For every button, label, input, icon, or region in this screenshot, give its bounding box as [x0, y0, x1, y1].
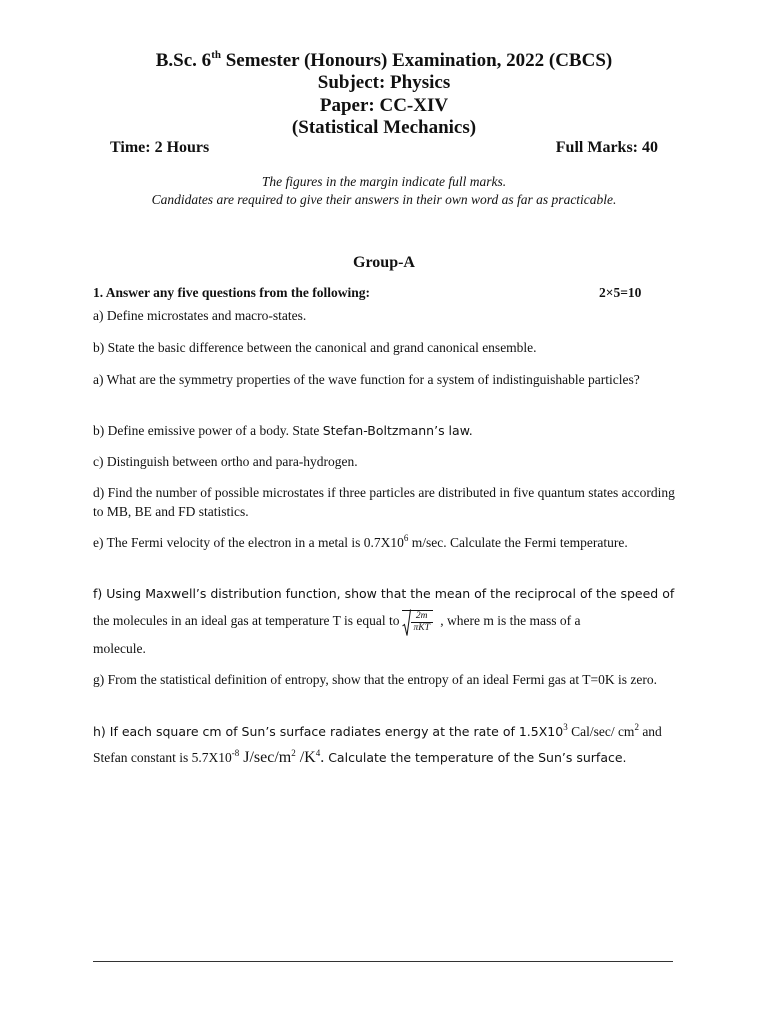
question-d: d) Find the number of possible microstates if three particles are distributed in five quantum states according to MB, BE and FD statistics. [93, 485, 675, 519]
question-f-text-1: f) Using Maxwell’s distribution function, show that the mean of the reciprocal of the speed of [93, 586, 675, 601]
question-f-line-2 [93, 610, 678, 634]
question-h-exp-1: 3 [563, 722, 568, 732]
time-label: Time: 2 Hours [110, 139, 210, 156]
question-b-emissive [93, 421, 678, 440]
question-b-law: Stefan-Boltzmann’s law. [322, 423, 473, 438]
fraction-denominator: πKT [413, 623, 430, 633]
question-e-exponent: 6 [403, 533, 409, 543]
question-f-line-1 [93, 584, 678, 603]
question-h-text-5: J/sec/m [239, 749, 292, 766]
full-marks-label: Full Marks: 40 [555, 139, 658, 156]
paper: Paper: CC-XIV [319, 95, 449, 116]
question-h-exp-4: 2 [291, 748, 296, 758]
question-h-text-7: . [320, 749, 325, 766]
question-e-text-1: e) The Fermi velocity of the electron in a metal is 0.7X10 [93, 535, 404, 550]
question-h-exp-3: -8 [231, 748, 240, 758]
exam-title [0, 50, 768, 72]
subject: Subject: Physics [317, 72, 451, 93]
bottom-divider [93, 961, 673, 962]
question-1a: a) Define microstates and macro-states. [93, 308, 307, 323]
question-h-text-2: Cal/sec/ cm [567, 724, 635, 739]
question-f-line-3: molecule. [93, 641, 146, 656]
question-h-line-1 [93, 722, 678, 741]
question-h-line-2 [93, 748, 678, 767]
question-h-exp-5: 4 [315, 748, 321, 758]
question-g: g) From the statistical definition of entropy, show that the entropy of an ideal Fermi gas at T=0K is zero. [93, 672, 657, 687]
fraction-numerator: 2m [411, 611, 433, 623]
exam-title-pre: B.Sc. 6 [155, 50, 212, 71]
topic: (Statistical Mechanics) [291, 117, 477, 138]
question-1b: b) State the basic difference between the canonical and grand canonical ensemble. [93, 340, 537, 355]
question-b-text: b) Define emissive power of a body. State [93, 423, 323, 438]
question-h-text-8: Calculate the temperature of the Sun’s surface. [324, 750, 627, 765]
question-h-text-1: h) If each square cm of Sun’s surface radiates energy at the rate of 1.5X10 [93, 724, 564, 739]
question-h-text-4: Stefan constant is 5.7X10 [93, 750, 232, 765]
instruction-line-1: The figures in the margin indicate full marks. [261, 174, 507, 189]
exam-title-sup: th [211, 49, 221, 61]
question-f-text-3: , where m is the mass of a [436, 613, 581, 629]
question-h-text-6: /K [295, 749, 316, 766]
question-c: c) Distinguish between ortho and para-hydrogen. [93, 454, 358, 469]
question-f-text-2: the molecules in an ideal gas at temperature T is equal to [93, 613, 400, 629]
question-h-exp-2: 2 [634, 722, 639, 732]
question-e-text-2: m/sec. Calculate the Fermi temperature. [408, 535, 628, 550]
exam-title-post: Semester (Honours) Examination, 2022 (CBCS) [220, 50, 613, 71]
question-a-symmetry: a) What are the symmetry properties of the wave function for a system of indistinguishable particles? [93, 372, 640, 387]
question-e [93, 533, 678, 552]
instruction-line-2: Candidates are required to give their answers in their own word as far as practicable. [151, 192, 617, 207]
group-instruction: 1. Answer any five questions from the following: [93, 285, 371, 300]
group-marks: 2×5=10 [599, 285, 642, 300]
group-title: Group-A [353, 254, 415, 271]
sqrt-fraction [402, 610, 433, 634]
radical-sign-icon [402, 609, 411, 637]
question-h-text-3: and [638, 724, 662, 739]
